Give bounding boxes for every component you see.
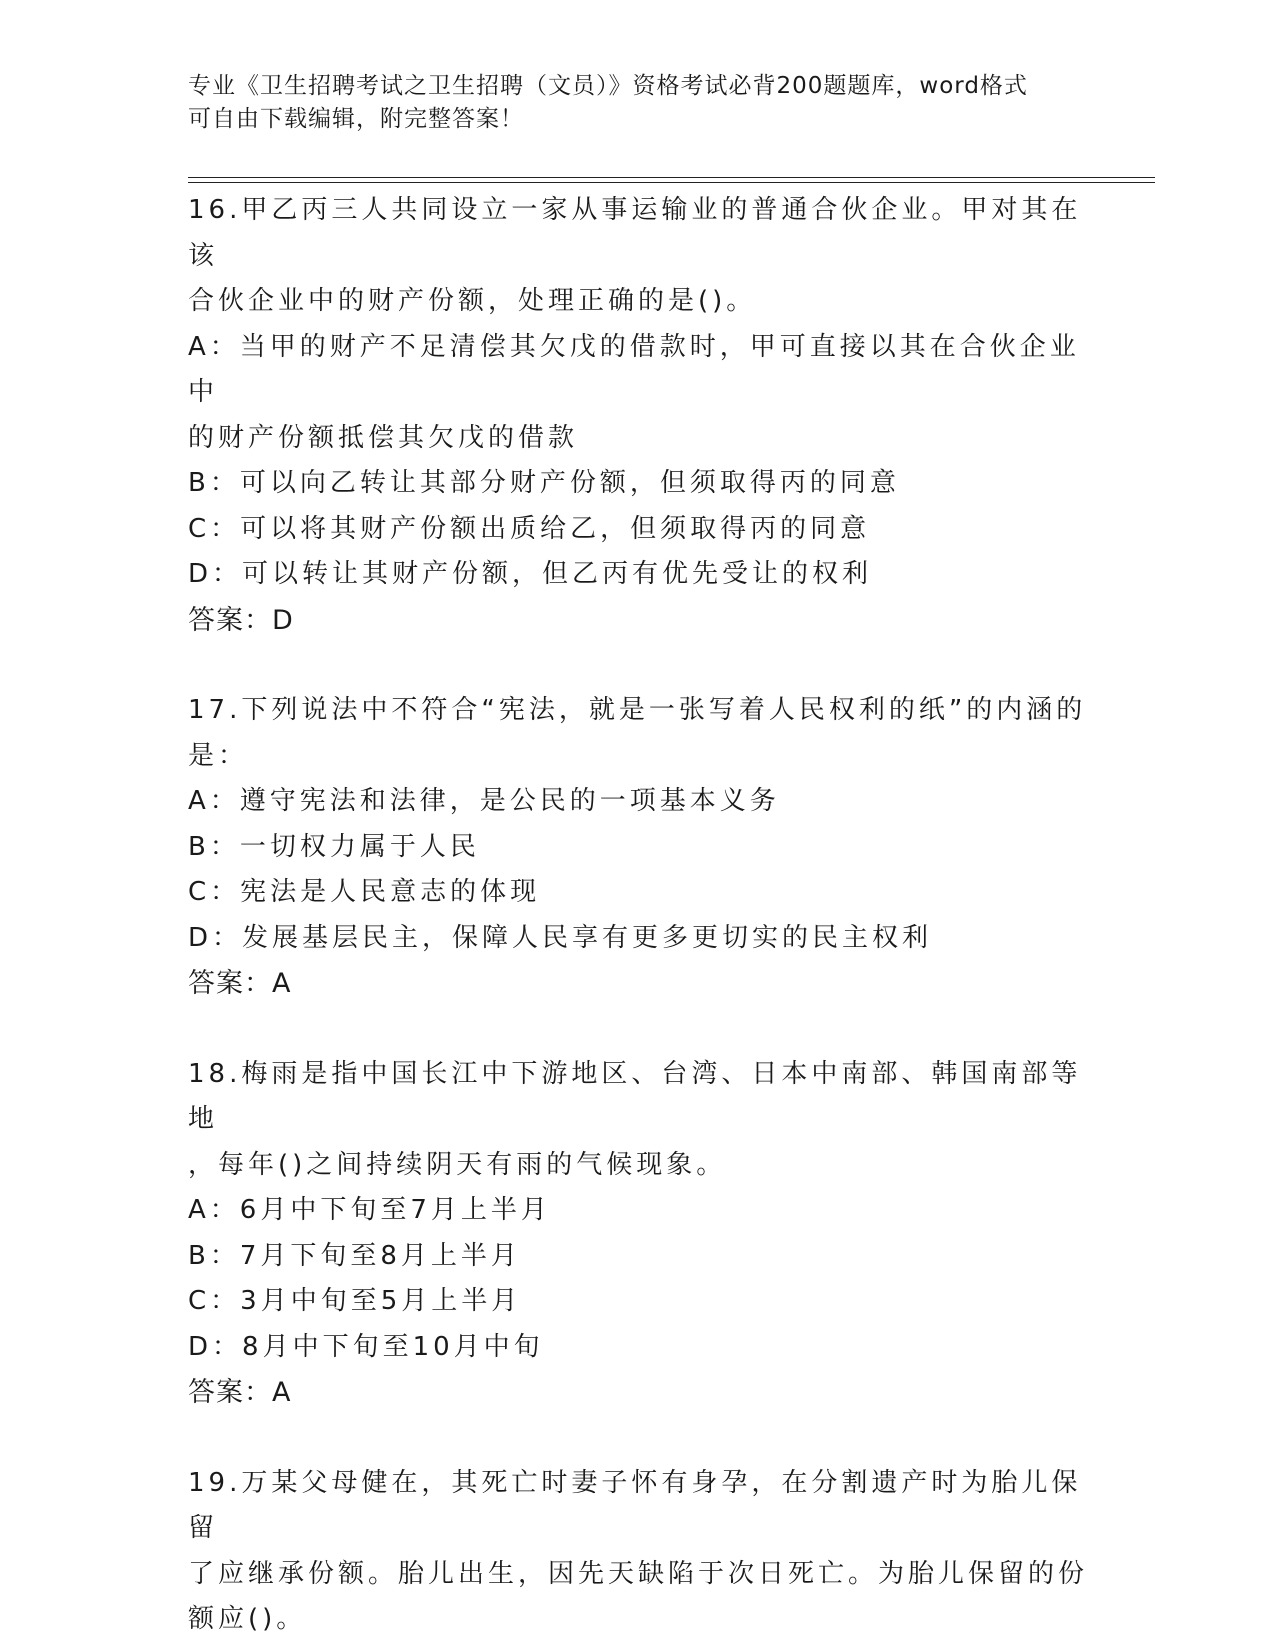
header-line-2: 可自由下载编辑，附完整答案！ [188,106,524,132]
option-d: D：可以转让其财产份额，但乙丙有优先受让的权利 [188,559,873,589]
option-d: D：发展基层民主，保障人民享有更多更切实的民主权利 [188,922,933,953]
question-stem-line: 合伙企业中的财产份额，处理正确的是()。 [188,286,757,316]
question-list [188,188,1088,1643]
question-stem-line: 17.下列说法中不符合“宪法，就是一张写着人民权利的纸”的内涵的 [188,695,1087,725]
answer-line: 答案：A [188,1377,292,1408]
question-18 [188,1052,1088,1416]
option-b: B：7月下旬至8月上半月 [188,1240,521,1271]
header-divider-top [188,177,1155,178]
question-stem-line: 了应继承份额。胎儿出生，因先天缺陷于次日死亡。为胎儿保留的份 [188,1558,1089,1589]
question-16 [188,188,1088,643]
answer-line: 答案：A [188,968,292,999]
question-stem-line: 19.万某父母健在，其死亡时妻子怀有身孕，在分割遗产时为胎儿保留 [188,1467,1082,1543]
answer-line: 答案：D [188,604,294,636]
option-a: A：当甲的财产不足清偿其欠戊的借款时，甲可直接以其在合伙企业中 [188,331,1080,407]
header-divider-bottom [188,182,1155,183]
option-d: D：8月中下旬至10月中旬 [188,1331,544,1362]
page-header [188,70,1088,136]
option-a: A：遵守宪法和法律，是公民的一项基本义务 [188,786,780,816]
question-stem-line: 是： [188,740,249,771]
option-c: C：宪法是人民意志的体现 [188,877,541,907]
question-17 [188,688,1088,1007]
question-stem-line: 额应()。 [188,1604,307,1634]
option-c: C：可以将其财产份额出质给乙，但须取得丙的同意 [188,513,871,544]
question-stem-line: 18.梅雨是指中国长江中下游地区、台湾、日本中南部、韩国南部等地 [188,1058,1082,1134]
question-stem-line: ，每年()之间持续阴天有雨的气候现象。 [188,1149,727,1180]
option-a-continued: 的财产份额抵偿其欠戊的借款 [188,422,579,453]
question-stem-line: 16.甲乙丙三人共同设立一家从事运输业的普通合伙企业。甲对其在该 [188,195,1082,271]
header-line-1: 专业《卫生招聘考试之卫生招聘（文员）》资格考试必背200题题库，word格式 [188,73,1028,99]
option-c: C：3月中旬至5月上半月 [188,1286,522,1316]
option-b: B：可以向乙转让其部分财产份额，但须取得丙的同意 [188,468,900,498]
option-a: A：6月中下旬至7月上半月 [188,1195,551,1225]
option-b: B：一切权力属于人民 [188,831,480,862]
question-19 [188,1461,1088,1643]
